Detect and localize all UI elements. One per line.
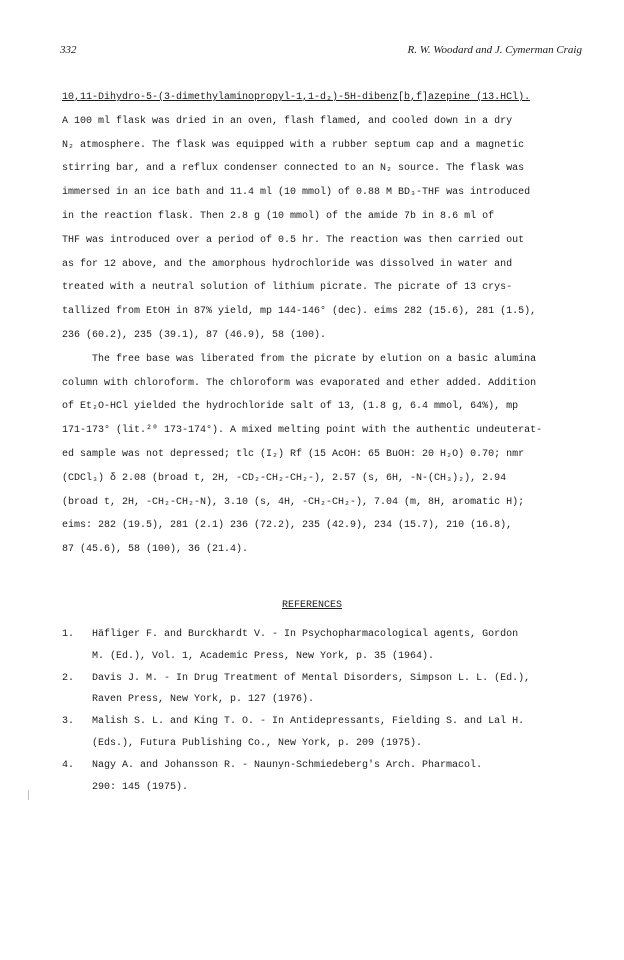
body-line: eims: 282 (19.5), 281 (2.1) 236 (72.2), 235 (42.9), 234 (15.7), 210 (16.8),: [62, 520, 513, 532]
body-line: as for 12 above, and the amorphous hydrochloride was dissolved in water and: [62, 258, 513, 270]
running-head: R. W. Woodard and J. Cymerman Craig: [407, 44, 582, 56]
body-line: stirring bar, and a reflux condenser connected to an N₂ source. The flask was: [62, 163, 525, 175]
references-list: [62, 624, 582, 798]
reference-line: Nagy A. and Johansson R. - Naunyn-Schmiedeberg's Arch. Pharmacol.: [92, 759, 483, 771]
reference-number: 1.: [62, 629, 75, 640]
body-line: (CDCl₃) δ 2.08 (broad t, 2H, -CD₂-CH₂-CH₂-), 2.57 (s, 6H, -N-(CH₃)₂), 2.94: [62, 472, 507, 484]
reference-number: 3.: [62, 716, 75, 728]
body-line: 87 (45.6), 58 (100), 36 (21.4).: [62, 544, 249, 556]
reference-line: Raven Press, New York, p. 127 (1976).: [92, 694, 315, 706]
reference-line: Malish S. L. and King T. O. - In Antidepressants, Fielding S. and Lal H.: [92, 716, 525, 728]
body-line: in the reaction flask. Then 2.8 g (10 mmol) of the amide 7b in 8.6 ml of: [62, 210, 495, 222]
reference-item: [62, 668, 582, 712]
reference-line: Davis J. M. - In Drug Treatment of Mental Disorders, Simpson L. L. (Ed.),: [92, 672, 531, 684]
reference-line: M. (Ed.), Vol. 1, Academic Press, New York, p. 35 (1964).: [92, 650, 435, 662]
references-title: REFERENCES: [281, 600, 342, 611]
page-number: 332: [60, 44, 77, 56]
body-line: THF was introduced over a period of 0.5 hr. The reaction was then carried out: [62, 234, 525, 246]
body-line: ed sample was not depressed; tlc (I₂) Rf (15 AcOH: 65 BuOH: 20 H₂O) 0.70; nmr: [62, 448, 525, 460]
reference-line: 290: 145 (1975).: [92, 781, 189, 793]
body-text: [62, 86, 582, 562]
reference-line: Häfliger F. and Burckhardt V. - In Psychopharmacological agents, Gordon: [92, 629, 519, 640]
body-line: treated with a neutral solution of lithium picrate. The picrate of 13 crys-: [62, 282, 513, 294]
margin-mark: [28, 790, 29, 800]
reference-line: (Eds.), Futura Publishing Co., New York, p. 209 (1975).: [92, 737, 423, 749]
body-line: N₂ atmosphere. The flask was equipped with a rubber septum cap and a magnetic: [62, 139, 525, 151]
body-line: column with chloroform. The chloroform was evaporated and ether added. Addition: [62, 377, 537, 389]
reference-item: [62, 755, 582, 799]
body-line: immersed in an ice bath and 11.4 ml (10 mmol) of 0.88 M BD₃-THF was introduced: [62, 187, 531, 199]
reference-number: 4.: [62, 759, 75, 771]
body-line: (broad t, 2H, -CH₂-CH₂-N), 3.10 (s, 4H, -CH₂-CH₂-), 7.04 (m, 8H, aromatic H);: [62, 496, 525, 508]
reference-item: [62, 711, 582, 755]
body-line: The free base was liberated from the picrate by elution on a basic alumina: [92, 353, 537, 365]
body-line: tallized from EtOH in 87% yield, mp 144-146° (dec). eims 282 (15.6), 281 (1.5),: [62, 306, 537, 318]
reference-number: 2.: [62, 672, 75, 684]
body-line: A 100 ml flask was dried in an oven, flash flamed, and cooled down in a dry: [62, 115, 513, 127]
body-line: 236 (60.2), 235 (39.1), 87 (46.9), 58 (100).: [62, 329, 327, 341]
reference-item: [62, 624, 582, 668]
section-heading: 10,11-Dihydro-5-(3-dimethylaminopropyl-1,1-d₂)-5H-dibenz[b,f]azepine (13.HCl).: [62, 92, 531, 103]
body-line: of Et₂O-HCl yielded the hydrochloride salt of 13, (1.8 g, 6.4 mmol, 64%), mp: [62, 401, 519, 413]
body-line: 171-173° (lit.²⁰ 173-174°). A mixed melting point with the authentic undeuterat-: [62, 425, 543, 437]
